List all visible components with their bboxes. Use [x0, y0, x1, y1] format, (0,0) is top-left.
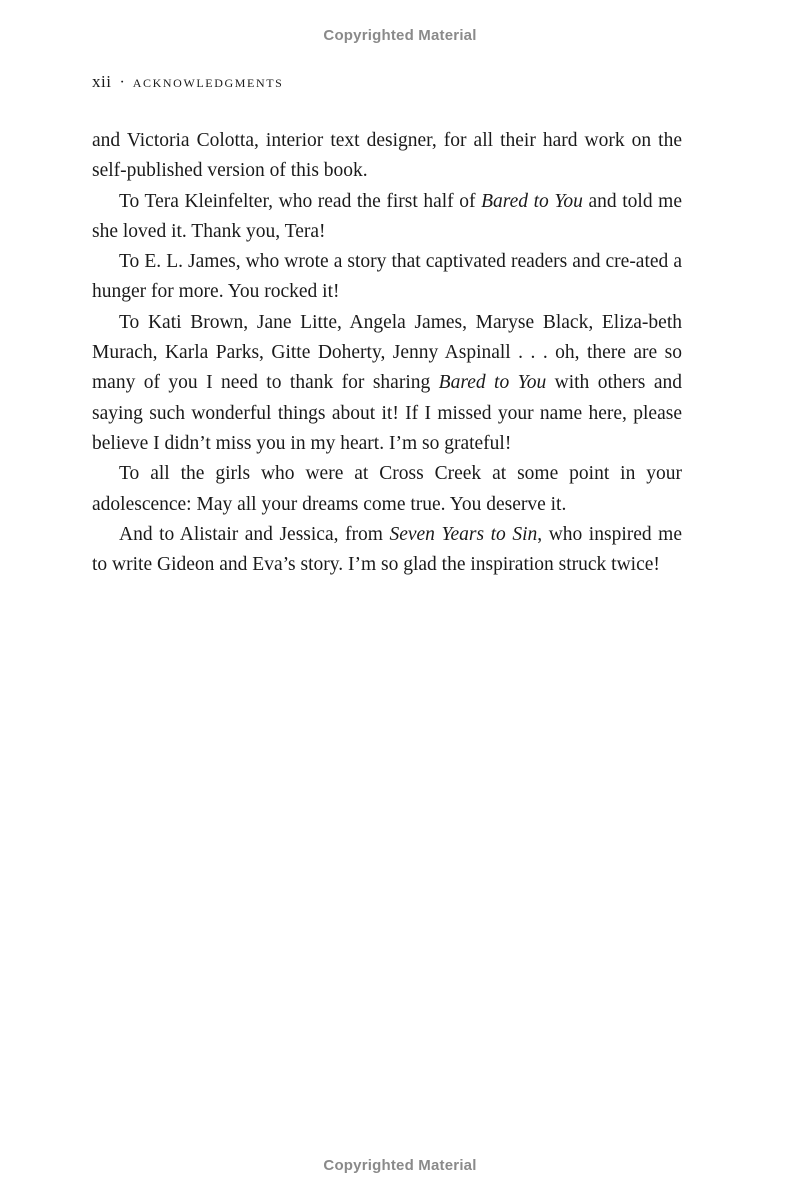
acknowledgments-body	[92, 126, 682, 580]
paragraph-1: and Victoria Colotta, interior text designer, for all their hard work on the self-published version of this book.	[92, 130, 682, 182]
paragraph-6	[92, 520, 682, 581]
book-title-bared-to-you: Bared to You	[481, 190, 583, 212]
paragraph-6-text-b: , who inspired me to write Gideon and Eva’s story. I’m so glad the inspiration struck twice!	[92, 523, 682, 576]
paragraph-3: To E. L. James, who wrote a story that captivated readers and cre-ated a hunger for more. You rocked it!	[92, 251, 682, 303]
copyright-watermark-bottom: Copyrighted Material	[323, 1157, 477, 1174]
section-title: acknowledgments	[132, 72, 284, 91]
paragraph-2	[92, 187, 682, 248]
book-title-seven-years-to-sin: Seven Years to Sin	[389, 523, 538, 545]
copyright-watermark-top: Copyrighted Material	[323, 27, 477, 44]
paragraph-2-text-b: and told me she loved it. Thank you, Tera!	[92, 190, 682, 242]
page-number: xii	[92, 72, 112, 91]
paragraph-2-text-a: To Tera Kleinfelter, who read the first half of	[119, 190, 482, 212]
paragraph-4	[92, 308, 682, 459]
paragraph-4-text-a: To Kati Brown, Jane Litte, Angela James, Maryse Black, Eliza-beth Murach, Karla Parks, Gitte Doherty, Jenny Aspinall . . . oh, there are so many of you I need to thank for sharing	[92, 311, 682, 394]
paragraph-4-text-b: with others and saying such wonderful things about it! If I missed your name here, please believe I didn’t miss you in my heart. I’m so grateful!	[92, 372, 682, 454]
paragraph-5: To all the girls who were at Cross Creek at some point in your adolescence: May all your dreams come true. You deserve it.	[92, 463, 682, 515]
running-head	[92, 72, 283, 92]
book-title-bared-to-you: Bared to You	[438, 372, 547, 394]
running-head-separator: ·	[119, 74, 125, 91]
paragraph-6-text-a: And to Alistair and Jessica, from	[119, 523, 390, 545]
